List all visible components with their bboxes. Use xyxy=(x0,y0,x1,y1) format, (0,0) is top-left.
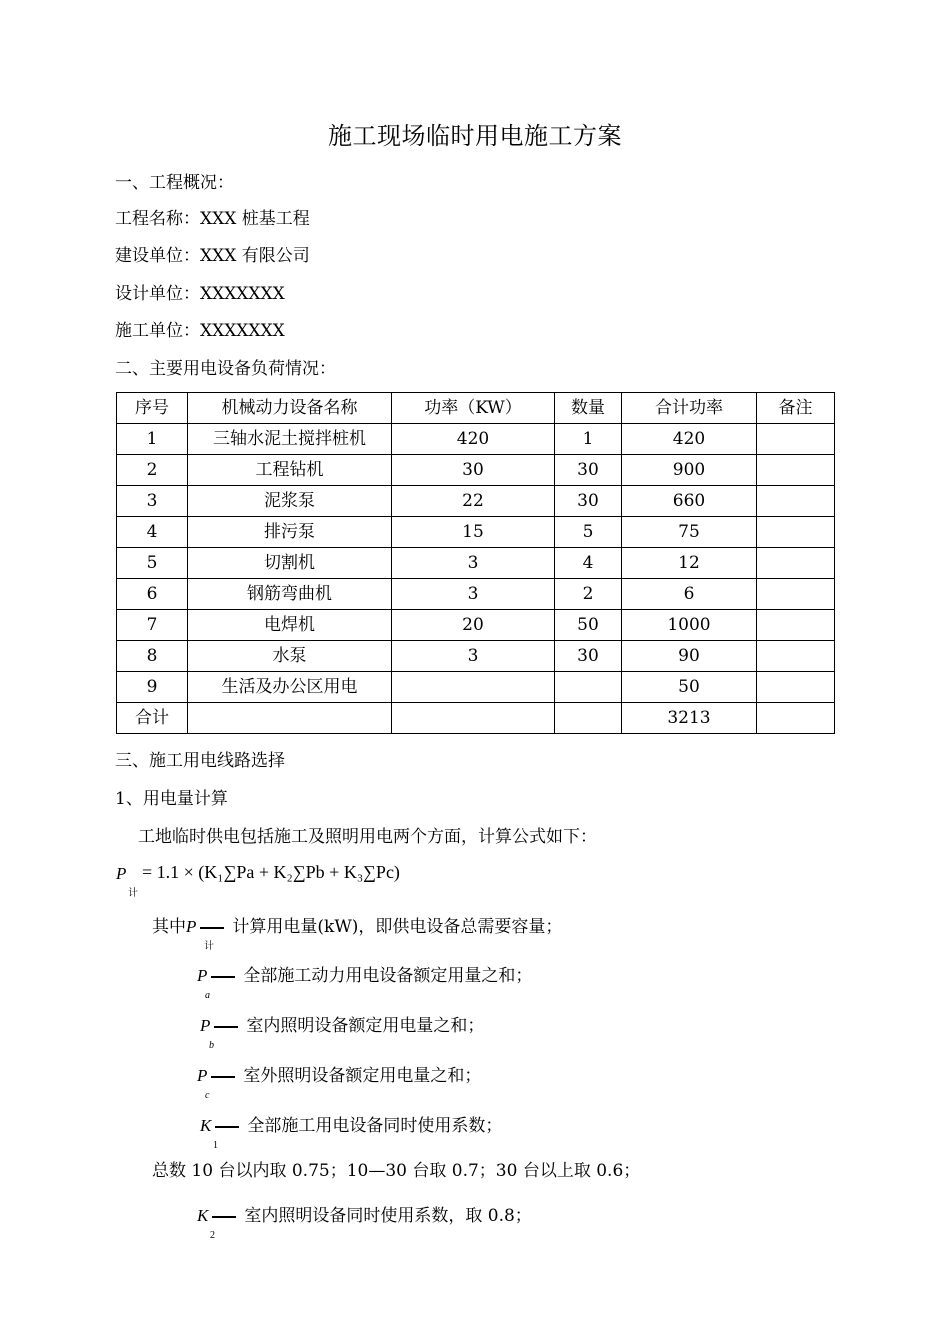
table-row xyxy=(117,672,835,703)
table-cell xyxy=(757,672,835,703)
table-cell: 420 xyxy=(622,424,757,455)
section-3-heading: 三、施工用电线路选择 xyxy=(115,751,285,771)
table-cell: 5 xyxy=(555,517,622,548)
table-cell: 泥浆泵 xyxy=(188,486,392,517)
table-cell: 7 xyxy=(117,610,188,641)
def-text: 室内照明设备额定用电量之和； xyxy=(246,1016,485,1036)
def-text: 室内照明设备同时使用系数，取 0.8； xyxy=(244,1206,532,1226)
equipment-load-table xyxy=(116,392,835,734)
table-cell xyxy=(555,703,622,734)
table-cell: 1000 xyxy=(622,610,757,641)
table-cell: 三轴水泥土搅拌桩机 xyxy=(188,424,392,455)
table-cell xyxy=(757,517,835,548)
table-cell: 6 xyxy=(117,579,188,610)
table-cell xyxy=(392,672,555,703)
table-cell: 1 xyxy=(555,424,622,455)
where-prefix: 其中 xyxy=(152,917,186,937)
table-cell: 6 xyxy=(622,579,757,610)
power-formula xyxy=(116,850,516,899)
table-cell: 排污泵 xyxy=(188,517,392,548)
table-row xyxy=(117,703,835,734)
table-cell: 30 xyxy=(555,486,622,517)
table-row xyxy=(117,517,835,548)
table-cell: 3 xyxy=(392,579,555,610)
def-k2 xyxy=(197,1205,532,1241)
table-row xyxy=(117,455,835,486)
table-row xyxy=(117,486,835,517)
table-cell: 420 xyxy=(392,424,555,455)
dash-separator xyxy=(215,1126,239,1128)
table-cell: 12 xyxy=(622,548,757,579)
def-symbol: P xyxy=(186,917,197,936)
table-cell xyxy=(757,610,835,641)
column-header: 机械动力设备名称 xyxy=(188,393,392,424)
formula-lhs-sub: 计 xyxy=(128,888,138,899)
def-k1 xyxy=(200,1115,503,1151)
def-p-total xyxy=(152,916,563,952)
column-header: 功率（KW） xyxy=(392,393,555,424)
project-name: 工程名称：XXX 桩基工程 xyxy=(115,209,310,229)
page-title: 施工现场临时用电施工方案 xyxy=(328,122,622,150)
table-cell: 9 xyxy=(117,672,188,703)
table-cell: 660 xyxy=(622,486,757,517)
column-header: 数量 xyxy=(555,393,622,424)
def-pb xyxy=(200,1015,485,1051)
table-row xyxy=(117,548,835,579)
table-cell: 900 xyxy=(622,455,757,486)
table-cell: 75 xyxy=(622,517,757,548)
def-subscript: 计 xyxy=(204,941,214,952)
k1-note: 总数 10 台以内取 0.75；10—30 台取 0.7；30 台以上取 0.6； xyxy=(152,1161,641,1181)
table-cell: 30 xyxy=(555,641,622,672)
dash-separator xyxy=(200,927,224,929)
table-cell xyxy=(392,703,555,734)
subsection-1-heading: 1、用电量计算 xyxy=(115,789,228,809)
table-cell xyxy=(757,641,835,672)
table-cell: 切割机 xyxy=(188,548,392,579)
def-subscript: c xyxy=(205,1090,210,1101)
def-pa xyxy=(197,965,533,1001)
table-cell: 50 xyxy=(555,610,622,641)
table-row xyxy=(117,641,835,672)
table-row xyxy=(117,579,835,610)
def-symbol: K xyxy=(200,1116,212,1135)
table-cell: 合计 xyxy=(117,703,188,734)
table-cell: 电焊机 xyxy=(188,610,392,641)
table-cell: 20 xyxy=(392,610,555,641)
table-cell: 30 xyxy=(555,455,622,486)
table-cell: 工程钻机 xyxy=(188,455,392,486)
builder-unit: 建设单位：XXX 有限公司 xyxy=(115,246,310,266)
dash-separator xyxy=(211,976,235,978)
contractor-unit: 施工单位：XXXXXXX xyxy=(115,321,285,341)
table-cell xyxy=(757,455,835,486)
table-header-row xyxy=(117,393,835,424)
table-cell: 50 xyxy=(622,672,757,703)
table-cell xyxy=(757,548,835,579)
def-symbol: P xyxy=(197,1066,208,1085)
table-cell: 8 xyxy=(117,641,188,672)
table-cell: 钢筋弯曲机 xyxy=(188,579,392,610)
dash-separator xyxy=(212,1216,236,1218)
designer-unit: 设计单位：XXXXXXX xyxy=(115,284,285,304)
table-cell: 4 xyxy=(117,517,188,548)
dash-separator xyxy=(214,1026,238,1028)
table-cell xyxy=(757,703,835,734)
def-text: 全部施工用电设备同时使用系数； xyxy=(247,1116,503,1136)
table-cell: 水泵 xyxy=(188,641,392,672)
table-row xyxy=(117,424,835,455)
table-cell: 生活及办公区用电 xyxy=(188,672,392,703)
section-2-heading: 二、主要用电设备负荷情况： xyxy=(115,359,336,379)
table-cell: 4 xyxy=(555,548,622,579)
table-cell xyxy=(757,579,835,610)
def-text: 计算用电量(kW)，即供电设备总需要容量； xyxy=(232,917,563,937)
table-cell: 3213 xyxy=(622,703,757,734)
def-text: 全部施工动力用电设备额定用量之和； xyxy=(243,966,533,986)
def-subscript: 1 xyxy=(213,1140,218,1151)
def-symbol: K xyxy=(197,1206,209,1225)
table-cell: 30 xyxy=(392,455,555,486)
table-body xyxy=(117,393,835,734)
table-cell: 3 xyxy=(392,548,555,579)
dash-separator xyxy=(211,1076,235,1078)
def-symbol: P xyxy=(197,966,208,985)
formula-body: = 1.1 × (K₁∑Pa + K₂∑Pb + K₃∑Pc) xyxy=(142,862,400,882)
table-cell: 2 xyxy=(555,579,622,610)
table-cell xyxy=(555,672,622,703)
def-pc xyxy=(197,1065,482,1101)
section-1-heading: 一、工程概况： xyxy=(115,173,234,193)
def-text: 室外照明设备额定用电量之和； xyxy=(243,1066,482,1086)
formula-intro: 工地临时供电包括施工及照明用电两个方面，计算公式如下： xyxy=(138,827,597,847)
table-row xyxy=(117,610,835,641)
formula-lhs: P xyxy=(116,864,127,883)
table-cell: 5 xyxy=(117,548,188,579)
column-header: 合计功率 xyxy=(622,393,757,424)
def-subscript: a xyxy=(205,990,210,1001)
table-cell: 22 xyxy=(392,486,555,517)
table-cell: 3 xyxy=(392,641,555,672)
table-cell: 3 xyxy=(117,486,188,517)
table-cell xyxy=(188,703,392,734)
table-cell: 1 xyxy=(117,424,188,455)
def-subscript: b xyxy=(209,1040,214,1051)
table-cell: 2 xyxy=(117,455,188,486)
table-cell xyxy=(757,424,835,455)
column-header: 序号 xyxy=(117,393,188,424)
table-cell: 15 xyxy=(392,517,555,548)
table-cell xyxy=(757,486,835,517)
def-subscript: 2 xyxy=(210,1230,215,1241)
column-header: 备注 xyxy=(757,393,835,424)
table-cell: 90 xyxy=(622,641,757,672)
def-symbol: P xyxy=(200,1016,211,1035)
